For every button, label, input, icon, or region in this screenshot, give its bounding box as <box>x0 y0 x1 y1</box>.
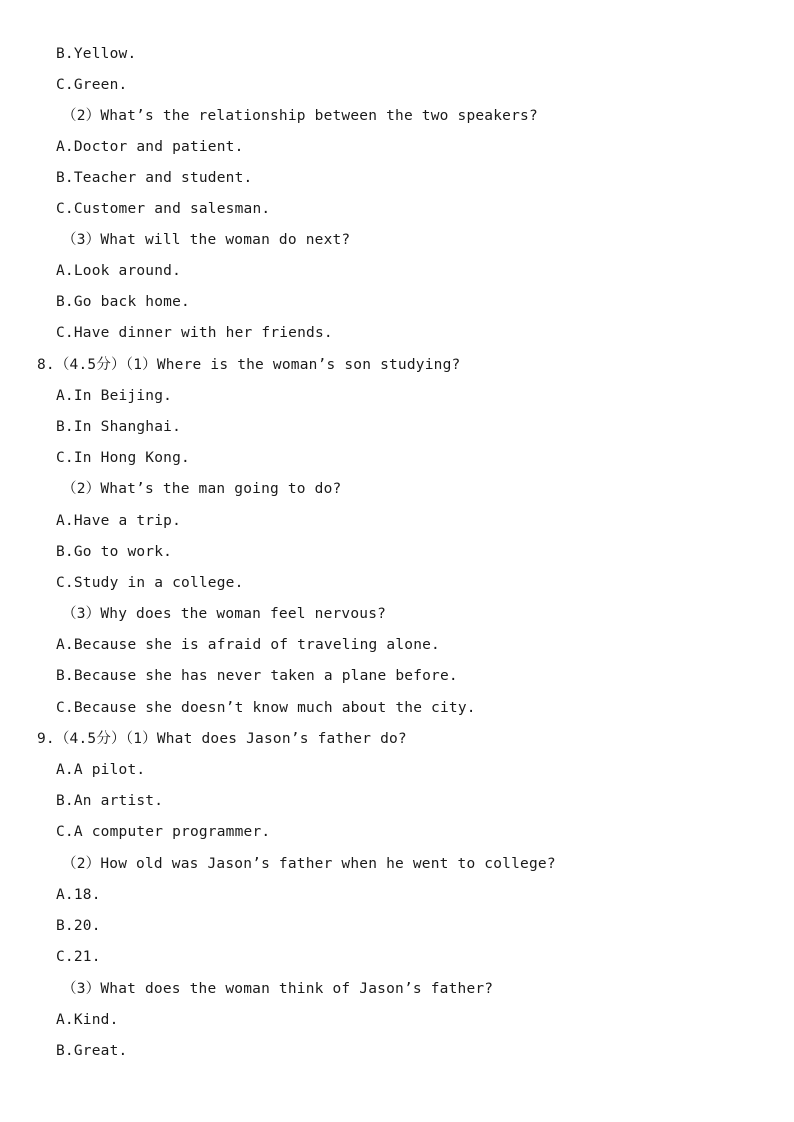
option-c-study-college: C.Study in a college. <box>56 575 244 591</box>
option-c-have-dinner: C.Have dinner with her friends. <box>56 325 333 341</box>
sub-question-3-think-father: （3）What does the woman think of Jason’s father? <box>62 981 494 997</box>
option-a-look-around: A.Look around. <box>56 263 182 279</box>
option-b-go-back-home: B.Go back home. <box>56 294 190 310</box>
option-b-go-to-work: B.Go to work. <box>56 544 173 560</box>
option-c-doesnt-know-city: C.Because she doesn’t know much about the city. <box>56 700 476 716</box>
option-b-shanghai: B.In Shanghai. <box>56 419 182 435</box>
sub-question-3-nervous: （3）Why does the woman feel nervous? <box>62 606 387 622</box>
option-a-afraid-traveling: A.Because she is afraid of traveling alone. <box>56 637 440 653</box>
sub-question-3-woman-next: （3）What will the woman do next? <box>62 232 351 248</box>
option-b-20: B.20. <box>56 918 101 934</box>
option-a-beijing: A.In Beijing. <box>56 388 173 404</box>
option-a-doctor-patient: A.Doctor and patient. <box>56 139 244 155</box>
option-a-18: A.18. <box>56 887 101 903</box>
question-8-heading: 8.（4.5分）（1）Where is the woman’s son studying? <box>37 357 461 373</box>
option-a-have-trip: A.Have a trip. <box>56 513 182 529</box>
option-b-great: B.Great. <box>56 1043 128 1059</box>
option-c-hong-kong: C.In Hong Kong. <box>56 450 190 466</box>
question-9-heading: 9.（4.5分）（1）What does Jason’s father do? <box>37 731 407 747</box>
sub-question-2-how-old: （2）How old was Jason’s father when he went to college? <box>62 856 556 872</box>
option-a-kind: A.Kind. <box>56 1012 119 1028</box>
sub-question-2-relationship: （2）What’s the relationship between the two speakers? <box>62 108 538 124</box>
option-b-artist: B.An artist. <box>56 793 164 809</box>
option-b-yellow: B.Yellow. <box>56 46 137 62</box>
sub-question-2-man-going: （2）What’s the man going to do? <box>62 481 342 497</box>
option-b-teacher-student: B.Teacher and student. <box>56 170 253 186</box>
option-c-programmer: C.A computer programmer. <box>56 824 271 840</box>
option-c-green: C.Green. <box>56 77 128 93</box>
option-c-21: C.21. <box>56 949 101 965</box>
option-b-never-plane: B.Because she has never taken a plane before. <box>56 668 458 684</box>
option-a-pilot: A.A pilot. <box>56 762 146 778</box>
option-c-customer-salesman: C.Customer and salesman. <box>56 201 271 217</box>
